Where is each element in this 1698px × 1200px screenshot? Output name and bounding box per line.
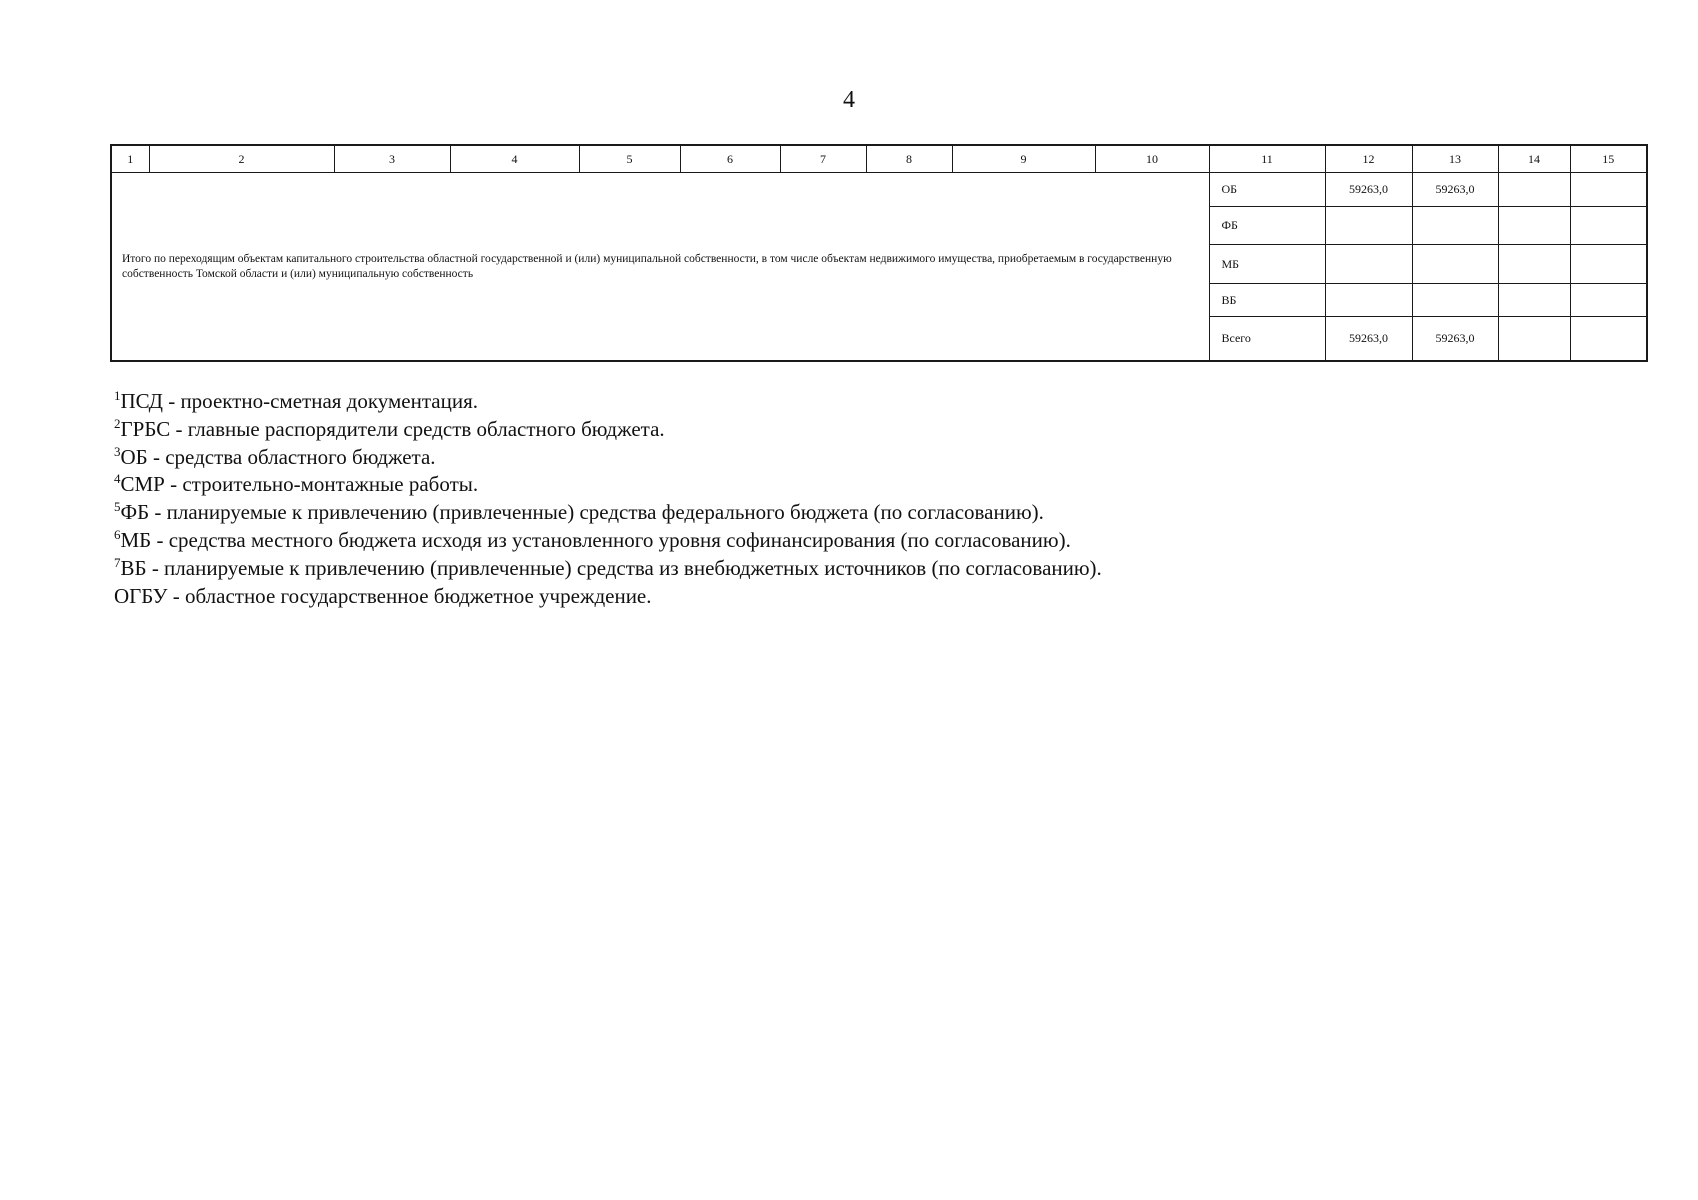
amount-cell: 59263,0	[1325, 317, 1412, 362]
amount-cell	[1498, 245, 1570, 284]
amount-cell	[1325, 284, 1412, 317]
column-number: 14	[1498, 145, 1570, 173]
amount-cell: 59263,0	[1412, 317, 1498, 362]
table-row	[111, 173, 1647, 207]
amount-cell: 59263,0	[1325, 173, 1412, 207]
footnote	[114, 471, 1614, 499]
amount-cell	[1412, 245, 1498, 284]
footnotes	[114, 388, 1614, 610]
footnote-mark: 4	[114, 471, 121, 487]
amount-cell: 59263,0	[1412, 173, 1498, 207]
footnote	[114, 388, 1614, 416]
column-number: 1	[111, 145, 149, 173]
funding-source: Всего	[1209, 317, 1325, 362]
column-number: 6	[680, 145, 780, 173]
amount-cell	[1412, 284, 1498, 317]
column-number: 2	[149, 145, 334, 173]
footnote-text: СМР - строительно-монтажные работы.	[120, 472, 479, 497]
footnote-mark: 3	[114, 443, 121, 459]
column-number: 15	[1570, 145, 1647, 173]
footnote	[114, 583, 1614, 611]
column-number: 11	[1209, 145, 1325, 173]
footnote-text: ВБ - планируемые к привлечению (привлеченные) средства из внебюджетных источников (по согласованию).	[120, 555, 1102, 580]
amount-cell	[1325, 245, 1412, 284]
footnote-mark: 7	[114, 554, 121, 570]
column-number: 3	[334, 145, 450, 173]
amount-cell	[1498, 284, 1570, 317]
footnote-mark: 2	[114, 415, 121, 431]
column-number: 4	[450, 145, 579, 173]
amount-cell	[1325, 207, 1412, 245]
column-number: 9	[952, 145, 1095, 173]
amount-cell	[1570, 245, 1647, 284]
footnote-text: ОГБУ - областное государственное бюджетное учреждение.	[114, 583, 652, 608]
column-number: 12	[1325, 145, 1412, 173]
footnote	[114, 499, 1614, 527]
amount-cell	[1570, 173, 1647, 207]
amount-cell	[1570, 284, 1647, 317]
column-number: 7	[780, 145, 866, 173]
column-number-row	[111, 145, 1647, 173]
amount-cell	[1570, 317, 1647, 362]
footnote-text: ГРБС - главные распорядители средств областного бюджета.	[120, 416, 665, 441]
funding-source: ФБ	[1209, 207, 1325, 245]
column-number: 13	[1412, 145, 1498, 173]
funding-source: ОБ	[1209, 173, 1325, 207]
column-number: 10	[1095, 145, 1209, 173]
summary-total-label: Итого по переходящим объектам капитального строительства областной государственной и (или) муниципальной собственности, в том числе объектам недвижимого имущества, приобретаемым в государственную собственность Томской области и (или) муниципальную собственность	[111, 173, 1209, 362]
column-number: 5	[579, 145, 680, 173]
footnote-text: ПСД - проектно-сметная документация.	[120, 389, 478, 413]
footnote-mark: 1	[114, 388, 121, 403]
footnote-mark: 6	[114, 526, 121, 542]
amount-cell	[1412, 207, 1498, 245]
footnote	[114, 527, 1614, 555]
funding-source: МБ	[1209, 245, 1325, 284]
budget-table	[110, 144, 1648, 362]
amount-cell	[1570, 207, 1647, 245]
column-number: 8	[866, 145, 952, 173]
footnote-text: МБ - средства местного бюджета исходя из установленного уровня софинансирования (по согласованию).	[120, 527, 1071, 552]
amount-cell	[1498, 207, 1570, 245]
footnote	[114, 444, 1614, 472]
footnote	[114, 416, 1614, 444]
footnote-text: ОБ - средства областного бюджета.	[120, 444, 436, 469]
footnote	[114, 555, 1614, 583]
amount-cell	[1498, 317, 1570, 362]
page-number: 4	[843, 87, 855, 113]
funding-source: ВБ	[1209, 284, 1325, 317]
footnote-mark: 5	[114, 499, 121, 515]
amount-cell	[1498, 173, 1570, 207]
footnote-text: ФБ - планируемые к привлечению (привлеченные) средства федерального бюджета (по согласованию).	[120, 500, 1044, 525]
